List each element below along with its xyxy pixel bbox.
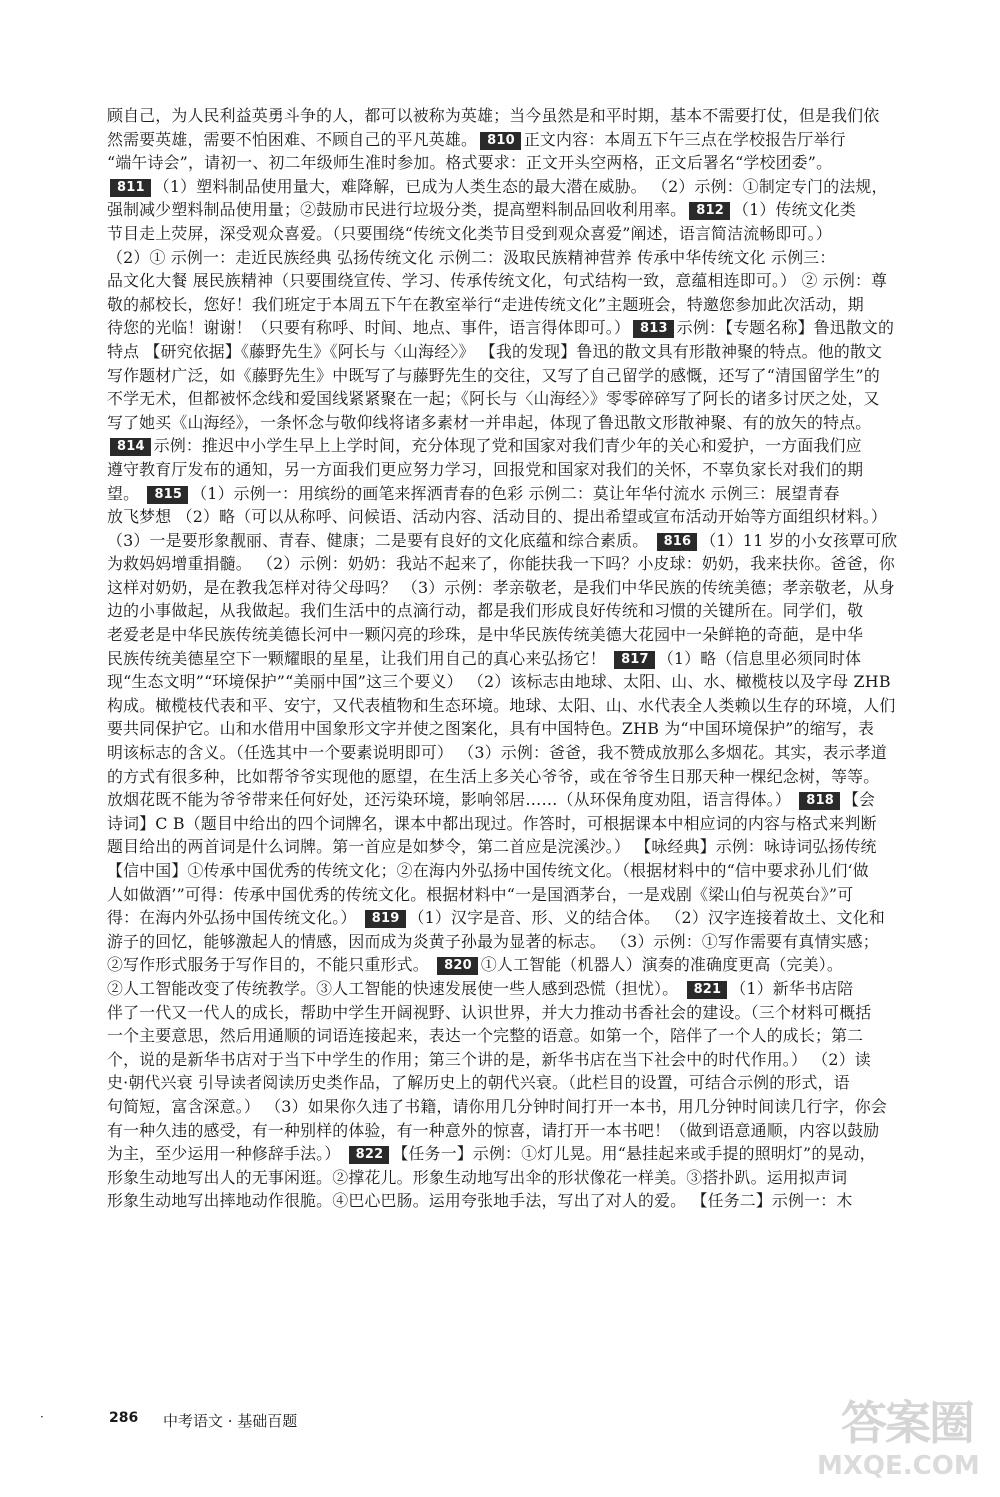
text-line <box>107 930 945 954</box>
text-segment: 敬的郝校长，您好！我们班定于本周五下午在教室举行“走进传统文化”主题班会，特邀您参加此次活动，期 <box>107 294 864 314</box>
text-line <box>107 293 945 317</box>
question-number-badge: 812 <box>689 202 730 220</box>
text-segment: （1）传统文化类 <box>733 200 856 220</box>
text-line <box>107 883 945 907</box>
text-segment: 正文内容：本周五下午三点在学校报告厅举行 <box>523 129 846 149</box>
question-number-badge: 821 <box>687 981 728 999</box>
text-line <box>107 1024 945 1048</box>
text-segment: 形象生动地写出摔地动作很脆。④巴心巴肠。运用夸张地手法，写出了对人的爱。 【任务二】示例一：木 <box>107 1191 853 1211</box>
text-line <box>107 505 945 529</box>
text-segment: 写作题材广泛，如《藤野先生》中既写了与藤野先生的交往，又写了自己留学的感慨，还写了“清国留学生”的 <box>107 365 880 385</box>
text-segment: 【任务一】示例：①灯儿晃。用“悬挂起来或手提的照明灯”的晃动， <box>392 1144 876 1164</box>
text-segment: 这样对奶奶，是在教我怎样对待父母吗？ （3）示例：孝亲敬老，是我们中华民族的传统美德；孝亲敬老，从身 <box>107 577 895 597</box>
text-segment: 品文化大餐 展民族精神（只要围绕宣传、学习、传承传统文化，句式结构一致，意蕴相连即可。） ② 示例：尊 <box>107 271 888 291</box>
text-segment: 待您的光临！谢谢！（只要有称呼、时间、地点、事件，语言得体即可。） <box>107 318 631 338</box>
text-line <box>107 434 945 458</box>
text-segment: 明该标志的含义。（任选其中一个要素说明即可） （3）示例：爸爸，我不赞成放那么多烟花。其实，表示孝道 <box>107 743 887 763</box>
text-line <box>107 623 945 647</box>
text-segment: 特点 【研究依据】《藤野先生》《阿长与〈山海经〉》 【我的发现】鲁迅的散文具有形散神聚的特点。他的散文 <box>107 341 883 361</box>
text-line <box>107 316 945 340</box>
text-segment: （2）① 示例一：走近民族经典 弘扬传统文化 示例二：汲取民族精神营养 传承中华传统文化 示例三： <box>107 247 836 267</box>
text-segment: 不学无术，但都被怀念线和爱国线紧紧聚在一起；《阿长与〈山海经〉》零零碎碎写了阿长的诸多讨厌之处，又 <box>107 389 880 409</box>
text-segment: 示例：推迟中小学生早上上学时间，充分体现了党和国家对我们青少年的关心和爱护，一方面我们应 <box>153 436 862 456</box>
text-line <box>107 1189 945 1213</box>
text-line <box>107 717 945 741</box>
text-line <box>107 364 945 388</box>
text-line <box>107 859 945 883</box>
text-segment: 然需要英雄，需要不怕困难、不顾自己的平凡英雄。 <box>107 129 478 149</box>
question-number-badge: 814 <box>110 438 151 456</box>
text-line <box>107 1095 945 1119</box>
text-segment: 得：在海内外弘扬中国传统文化。） <box>107 908 362 928</box>
text-line <box>107 482 945 506</box>
text-segment: 望。 <box>107 483 145 503</box>
text-segment: 游子的回忆，能够激起人的情感，因而成为炎黄子孙最为显著的标志。 （3）示例：①写作需要有真情实感； <box>107 931 879 951</box>
text-line <box>107 387 945 411</box>
text-line <box>107 222 945 246</box>
text-segment: ①人工智能（机器人）演奏的准确度更高（完美）。 <box>480 955 843 975</box>
text-segment: 放飞梦想 （2）略（可以从称呼、问候语、活动内容、活动目的、提出希望或宣布活动开始等方面组织材料。） <box>107 507 887 527</box>
text-segment: 遵守教育厅发布的通知，另一方面我们更应努力学习，回报党和国家对我们的关怀，不辜负家长对我们的期 <box>107 459 864 479</box>
text-line <box>107 1048 945 1072</box>
text-segment: 放烟花既不能为爷爷带来任何好处，还污染环境，影响邻居……（从环保角度劝阻，语言得体。） <box>107 790 797 810</box>
page-number: 286 <box>109 1410 139 1426</box>
question-number-badge: 819 <box>365 910 406 928</box>
text-segment: 为救妈妈增重捐髓。 （2）示例：奶奶：我站不起来了，你能扶我一下吗？小皮球：奶奶，我来扶你。爸爸，你 <box>107 554 895 574</box>
text-segment: 【会 <box>842 790 876 810</box>
answer-text-body <box>107 104 945 1213</box>
watermark-logo <box>815 1385 985 1495</box>
text-line <box>107 1071 945 1095</box>
text-segment: （3）一是要形象靓丽、青春、健康；二是要有良好的文化底蕴和综合素质。 <box>107 530 654 550</box>
text-line <box>107 128 945 152</box>
text-line <box>107 151 945 175</box>
text-line <box>107 788 945 812</box>
text-segment: 伴了一代又一代人的成长，帮助中学生开阔视野、认识世界，并大力推动书香社会的建设。（三个材料可概括 <box>107 1002 872 1022</box>
text-line <box>107 835 945 859</box>
text-segment: 老爱老是中华民族传统美德长河中一颗闪亮的珍珠，是中华民族传统美德大花园中一朵鲜艳的奇葩，是中华 <box>107 625 864 645</box>
text-line <box>107 906 945 930</box>
text-segment: 要共同保护它。山和水借用中国象形文字并使之图案化，具有中国特色。ZHB 为“中国环境保护”的缩写，表 <box>107 719 875 739</box>
text-line <box>107 175 945 199</box>
question-number-badge: 818 <box>799 792 840 810</box>
question-number-badge: 820 <box>437 957 478 975</box>
text-segment: ②人工智能改变了传统教学。③人工智能的快速发展使一些人感到恐慌（担忧）。 <box>107 978 684 998</box>
text-line <box>107 694 945 718</box>
text-line <box>107 647 945 671</box>
text-segment: 个，说的是新华书店对于当下中学生的作用；第三个讲的是，新华书店在当下社会中的时代作用。） （2）读 <box>107 1049 871 1069</box>
text-line <box>107 765 945 789</box>
question-number-badge: 816 <box>657 533 698 551</box>
book-title: 中考语文 · 基础百题 <box>163 1412 298 1430</box>
question-number-badge: 813 <box>633 320 674 338</box>
question-number-badge: 817 <box>614 651 655 669</box>
text-segment: 现“生态文明”“环境保护”“美丽中国”这三个要义） （2）该标志由地球、太阳、山、水、橄榄枝以及字母 ZHB <box>107 672 891 692</box>
watermark-url: MXQE.COM <box>817 1451 980 1481</box>
text-line <box>107 198 945 222</box>
text-line <box>107 599 945 623</box>
text-line <box>107 812 945 836</box>
text-segment: （1）略（信息里必须同时体 <box>657 648 862 668</box>
text-line <box>107 1142 945 1166</box>
text-line <box>107 411 945 435</box>
text-segment: 句简短，富含深意。） （3）如果你久违了书籍，请你用几分钟时间打开一本书，用几分钟时间读几行字，你会 <box>107 1096 887 1116</box>
text-line <box>107 576 945 600</box>
text-line <box>107 340 945 364</box>
text-line <box>107 1001 945 1025</box>
question-number-badge: 811 <box>110 179 151 197</box>
text-segment: 为主，至少运用一种修辞手法。） <box>107 1144 346 1164</box>
text-segment: 民族传统美德星空下一颗耀眼的星星，让我们用自己的真心来弘扬它！ <box>107 648 612 668</box>
text-segment: 构成。橄榄枝代表和平、安宁，又代表植物和生态环境。地球、太阳、山、水代表全人类赖以生存的环境，人们 <box>107 695 896 715</box>
text-segment: 形象生动地写出人的无事闲逛。②撑花儿。形象生动地写出伞的形状像花一样美。③搭扑趴。运用拟声词 <box>107 1167 848 1187</box>
text-segment: “端午诗会”，请初一、初二年级师生准时参加。格式要求：正文开头空两格，正文后署名“学校团委”。 <box>107 153 833 173</box>
text-segment: 诗词】C B（题目中给出的四个词牌名，课本中都出现过。作答时，可根据课本中相应词的内容与格式来判断 <box>107 813 877 833</box>
text-segment: 的方式有很多种，比如帮爷爷实现他的愿望，在生活上多关心爷爷，或在爷爷生日那天种一棵纪念树，等等。 <box>107 766 880 786</box>
text-segment: 节目走上荧屏，深受观众喜爱。（只要围绕“传统文化类节目受到观众喜爱”阐述，语言简洁流畅即可。） <box>107 223 832 243</box>
text-line <box>107 104 945 128</box>
text-segment: 强制减少塑料制品使用量；②鼓励市民进行垃圾分类，提高塑料制品回收利用率。 <box>107 200 687 220</box>
text-segment: 一个主要意思，然后用通顺的词语连接起来，表达一个完整的语意。如第一个，陪伴了一个人的成长；第二 <box>107 1026 864 1046</box>
text-line <box>107 529 945 553</box>
text-segment: 示例：【专题名称】鲁迅散文的 <box>676 318 895 338</box>
text-line <box>107 977 945 1001</box>
text-segment: 史·朝代兴衰 引导读者阅读历史类作品，了解历史上的朝代兴衰。（此栏目的设置，可结合示例的形式，语 <box>107 1073 850 1093</box>
text-segment: 边的小事做起，从我做起。我们生活中的点滴行动，都是我们形成良好传统和习惯的关键所在。同学们，敬 <box>107 601 864 621</box>
text-segment: （1）11 岁的小女孩覃可欣 <box>700 530 898 550</box>
text-segment: ②写作形式服务于写作目的，不能只重形式。 <box>107 955 435 975</box>
text-segment: 写了她买《山海经》，一条怀念与敬仰线将诸多素材一并串起，体现了鲁迅散文形散神聚、有的放矢的特点。 <box>107 412 872 432</box>
text-segment: （1）汉字是音、形、义的结合体。 （2）汉字连接着故土、文化和 <box>408 908 885 928</box>
text-line <box>107 1119 945 1143</box>
text-line <box>107 552 945 576</box>
watermark-text: 答案圈 <box>841 1396 973 1450</box>
text-line <box>107 458 945 482</box>
question-number-badge: 822 <box>349 1146 390 1164</box>
text-segment: 【信中国】①传承中国优秀的传统文化；②在海内外弘扬中国传统文化。（根据材料中的“信中要求孙儿们‘做 <box>107 861 869 880</box>
text-line <box>107 670 945 694</box>
footer-dot: · <box>40 1410 44 1424</box>
text-line <box>107 269 945 293</box>
text-segment: 顾自己，为人民利益英勇斗争的人，都可以被称为英雄；当今虽然是和平时期，基本不需要打仗，但是我们依 <box>107 106 880 125</box>
text-segment: 题目给出的两首词是什么词牌。第一首应是如梦令，第二首应是浣溪沙。） 【咏经典】示例：咏诗词弘扬传统 <box>107 837 877 857</box>
question-number-badge: 810 <box>480 132 521 150</box>
text-segment: （1）塑料制品使用量大，难降解，已成为人类生态的最大潜在威胁。 （2）示例：①制定专门的法规， <box>153 176 888 196</box>
text-line <box>107 953 945 977</box>
text-segment: 人如做酒’”可得：传承中国优秀的传统文化。根据材料中“一是国酒茅台，一是戏剧《梁山伯与祝英台》”可 <box>107 884 854 904</box>
text-segment: （1）示例一：用缤纷的画笔来挥洒青春的色彩 示例二：莫让年华付流水 示例三：展望青春 <box>191 483 840 503</box>
question-number-badge: 815 <box>147 486 188 504</box>
text-segment: （1）新华书店陪 <box>730 978 854 998</box>
text-line <box>107 1166 945 1190</box>
text-line <box>107 246 945 270</box>
text-line <box>107 741 945 765</box>
text-segment: 有一种久违的感受，有一种别样的体验，有一种意外的惊喜，请打开一本书吧！（做到语意通顺，内容以鼓励 <box>107 1120 880 1140</box>
